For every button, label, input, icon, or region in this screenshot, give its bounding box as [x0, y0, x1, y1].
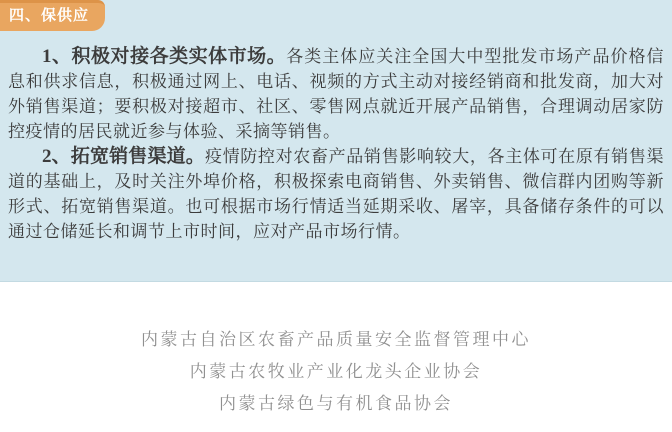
- paragraph-1: [8, 44, 664, 144]
- signature-block: [0, 282, 672, 420]
- paragraph-2-body: 疫情防控对农畜产品销售影响较大，各主体可在原有销售渠道的基础上，及时关注外埠价格，积极探索电商销售、外卖销售、微信群内团购等新形式、拓宽销售渠道。也可根据市场行情适当延期采收、屠宰，具备储存条件的可以通过仓储延长和调节上市时间，应对产品市场行情。: [8, 147, 664, 241]
- paragraph-2: [8, 144, 664, 244]
- section-header-badge: 四、保供应: [0, 0, 105, 31]
- paragraph-2-lead: 2、拓宽销售渠道。: [42, 146, 205, 167]
- signature-line-2: 内蒙古农牧业产业化龙头企业协会: [189, 362, 483, 381]
- signature-line-3: 内蒙古绿色与有机食品协会: [219, 394, 453, 413]
- signature-line-1: 内蒙古自治区农畜产品质量安全监督管理中心: [141, 330, 531, 349]
- paragraph-1-body: 各类主体应关注全国大中型批发市场产品价格信息和供求信息，积极通过网上、电话、视频的方式主动对接经销商和批发商，加大对外销售渠道；要积极对接超市、社区、零售网点就近开展产品销售，合理调动居家防控疫情的居民就近参与体验、采摘等销售。: [8, 47, 664, 141]
- paragraph-1-lead: 1、积极对接各类实体市场。: [42, 46, 287, 67]
